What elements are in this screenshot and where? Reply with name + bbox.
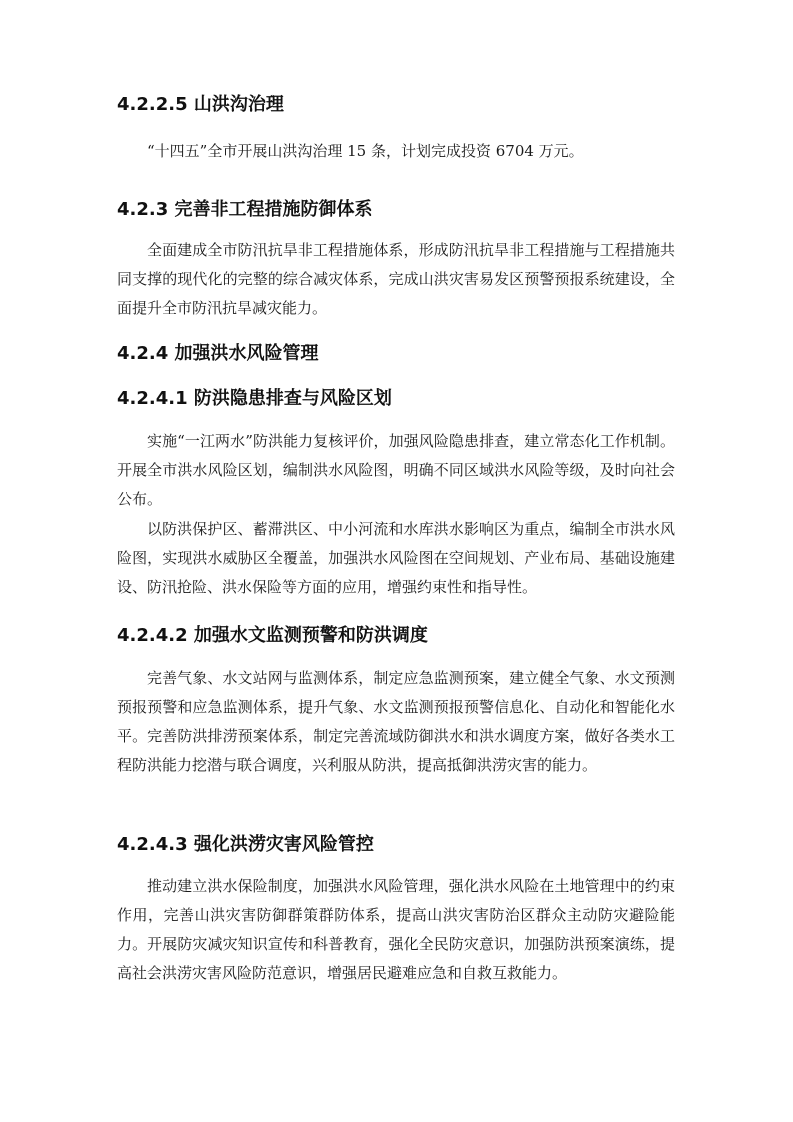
heading-4-2-4-1: 4.2.4.1 防洪隐患排查与风险区划 xyxy=(117,388,392,409)
paragraph-4-2-4-1-a: 实施“一江两水”防洪能力复核评价，加强风险隐患排查，建立常态化工作机制。开展全市洪水风险区划，编制洪水风险图，明确不同区域洪水风险等级，及时向社会公布。 xyxy=(117,432,675,508)
heading-4-2-4-2: 4.2.4.2 加强水文监测预警和防洪调度 xyxy=(117,625,428,646)
heading-4-2-4: 4.2.4 加强洪水风险管理 xyxy=(117,343,319,364)
paragraph-4-2-4-3: 推动建立洪水保险制度，加强洪水风险管理，强化洪水风险在土地管理中的约束作用，完善山洪灾害防御群策群防体系，提高山洪灾害防治区群众主动防灾避险能力。开展防灾减灾知识宣传和科普教育，强化全民防灾意识，加强防洪预案演练，提高社会洪涝灾害风险防范意识，增强居民避难应急和自救互救能力。 xyxy=(117,877,675,982)
paragraph-4-2-4-2: 完善气象、水文站网与监测体系，制定应急监测预案，建立健全气象、水文预测预报预警和应急监测体系，提升气象、水文监测预报预警信息化、自动化和智能化水平。完善防洪排涝预案体系，制定完善流域防御洪水和洪水调度方案，做好各类水工程防洪能力挖潜与联合调度，兴利服从防洪，提高抵御洪涝灾害的能力。 xyxy=(117,669,675,774)
paragraph-4-2-3: 全面建成全市防汛抗旱非工程措施体系，形成防汛抗旱非工程措施与工程措施共同支撑的现代化的完整的综合减灾体系，完成山洪灾害易发区预警预报系统建设，全面提升全市防汛抗旱减灾能力。 xyxy=(117,241,675,317)
paragraph-4-2-2-5: “十四五”全市开展山洪沟治理 15 条，计划完成投资 6704 万元。 xyxy=(147,142,584,160)
heading-4-2-3: 4.2.3 完善非工程措施防御体系 xyxy=(117,199,373,220)
heading-4-2-2-5: 4.2.2.5 山洪沟治理 xyxy=(117,94,284,115)
heading-4-2-4-3: 4.2.4.3 强化洪涝灾害风险管控 xyxy=(117,834,374,855)
paragraph-4-2-4-1-b: 以防洪保护区、蓄滞洪区、中小河流和水库洪水影响区为重点，编制全市洪水风险图，实现洪水威胁区全覆盖，加强洪水风险图在空间规划、产业布局、基础设施建设、防汛抢险、洪水保险等方面的应用，增强约束性和指导性。 xyxy=(117,520,675,596)
